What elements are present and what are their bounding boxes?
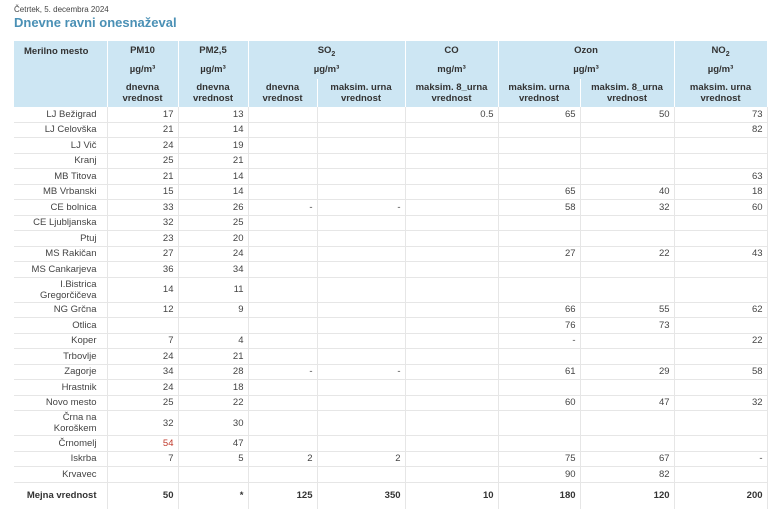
cell-pm25: 14 <box>178 122 248 138</box>
table-body <box>14 107 767 509</box>
cell-co <box>405 333 498 349</box>
cell-o38: 67 <box>580 451 674 467</box>
cell-co <box>405 200 498 216</box>
cell-so2h <box>317 184 405 200</box>
cell-o3h <box>498 138 580 154</box>
table-row <box>14 200 767 216</box>
cell-o3h <box>498 380 580 396</box>
cell-co <box>405 153 498 169</box>
cell-no2: 43 <box>674 246 767 262</box>
cell-pm25: 9 <box>178 302 248 318</box>
table-row <box>14 333 767 349</box>
cell-o38: 29 <box>580 364 674 380</box>
station-name: Koper <box>14 333 107 349</box>
cell-no2: 60 <box>674 200 767 216</box>
cell-no2 <box>674 138 767 154</box>
station-name: Hrastnik <box>14 380 107 396</box>
cell-so2h <box>317 138 405 154</box>
cell-pm25: 18 <box>178 380 248 396</box>
cell-co <box>405 318 498 334</box>
limit-so2d: 125 <box>248 482 317 509</box>
cell-no2 <box>674 153 767 169</box>
cell-so2h <box>317 333 405 349</box>
cell-pm10: 17 <box>107 107 178 122</box>
cell-no2: - <box>674 451 767 467</box>
cell-pm25: 20 <box>178 231 248 247</box>
cell-co <box>405 246 498 262</box>
cell-so2h <box>317 380 405 396</box>
cell-co <box>405 380 498 396</box>
cell-o3h <box>498 153 580 169</box>
limit-pm25: * <box>178 482 248 509</box>
cell-pm25: 30 <box>178 411 248 436</box>
station-name: MS Cankarjeva <box>14 262 107 278</box>
sub-so2-hourly: maksim. urna vrednost <box>317 79 405 107</box>
cell-so2d <box>248 231 317 247</box>
cell-pm10: 24 <box>107 349 178 365</box>
cell-no2: 63 <box>674 169 767 185</box>
cell-so2d <box>248 153 317 169</box>
table-row <box>14 122 767 138</box>
header-co: CO <box>405 41 498 60</box>
cell-o38 <box>580 333 674 349</box>
cell-pm25: 22 <box>178 395 248 411</box>
header-pm25: PM2,5 <box>178 41 248 60</box>
cell-co: 0.5 <box>405 107 498 122</box>
cell-co <box>405 467 498 483</box>
cell-pm10: 7 <box>107 333 178 349</box>
cell-so2h <box>317 467 405 483</box>
cell-co <box>405 349 498 365</box>
cell-pm10: 24 <box>107 138 178 154</box>
unit-pm10: µg/m³ <box>107 60 178 79</box>
cell-o3h: 61 <box>498 364 580 380</box>
cell-o38 <box>580 262 674 278</box>
table-row <box>14 380 767 396</box>
header-no2: $NO_2$ <box>674 41 767 60</box>
table-row <box>14 318 767 334</box>
cell-pm10: 14 <box>107 277 178 302</box>
cell-pm10: 21 <box>107 169 178 185</box>
cell-o3h: 76 <box>498 318 580 334</box>
cell-so2h <box>317 262 405 278</box>
sub-co-8h: maksim. 8_urna vrednost <box>405 79 498 107</box>
station-name: Kranj <box>14 153 107 169</box>
table-row <box>14 451 767 467</box>
table-row <box>14 277 767 302</box>
table-row <box>14 262 767 278</box>
cell-no2: 32 <box>674 395 767 411</box>
cell-so2h <box>317 169 405 185</box>
cell-so2h: - <box>317 364 405 380</box>
unit-no2: µg/m³ <box>674 60 767 79</box>
table-row <box>14 184 767 200</box>
table-row <box>14 395 767 411</box>
table-row <box>14 215 767 231</box>
cell-o38: 40 <box>580 184 674 200</box>
cell-so2h <box>317 411 405 436</box>
cell-pm10 <box>107 467 178 483</box>
cell-co <box>405 364 498 380</box>
cell-pm25 <box>178 318 248 334</box>
cell-o38 <box>580 231 674 247</box>
station-name: Krvavec <box>14 467 107 483</box>
cell-co <box>405 451 498 467</box>
cell-no2 <box>674 318 767 334</box>
sub-no2-hourly: maksim. urna vrednost <box>674 79 767 107</box>
sub-so2-daily: dnevna vrednost <box>248 79 317 107</box>
cell-co <box>405 169 498 185</box>
cell-o38: 22 <box>580 246 674 262</box>
cell-pm25: 25 <box>178 215 248 231</box>
cell-co <box>405 122 498 138</box>
cell-so2d <box>248 246 317 262</box>
station-name: CE Ljubljanska <box>14 215 107 231</box>
cell-co <box>405 436 498 452</box>
limit-o3h: 180 <box>498 482 580 509</box>
cell-co <box>405 184 498 200</box>
table-row <box>14 302 767 318</box>
date-label: Četrtek, 5. decembra 2024 <box>14 5 109 14</box>
cell-co <box>405 215 498 231</box>
cell-o3h <box>498 215 580 231</box>
station-name: NG Grčna <box>14 302 107 318</box>
cell-pm10: 32 <box>107 215 178 231</box>
cell-no2: 58 <box>674 364 767 380</box>
cell-o38: 47 <box>580 395 674 411</box>
station-name: MS Rakičan <box>14 246 107 262</box>
cell-no2: 73 <box>674 107 767 122</box>
unit-pm25: µg/m³ <box>178 60 248 79</box>
cell-pm10: 33 <box>107 200 178 216</box>
station-name: MB Vrbanski <box>14 184 107 200</box>
cell-so2d: 2 <box>248 451 317 467</box>
cell-so2h: 2 <box>317 451 405 467</box>
page-title: Dnevne ravni onesnaževal <box>14 15 177 30</box>
station-name: Otlica <box>14 318 107 334</box>
cell-pm25: 47 <box>178 436 248 452</box>
table-row <box>14 231 767 247</box>
cell-so2d <box>248 436 317 452</box>
cell-co <box>405 138 498 154</box>
cell-so2d <box>248 169 317 185</box>
cell-o3h: 65 <box>498 184 580 200</box>
station-name: Trbovlje <box>14 349 107 365</box>
table-row <box>14 349 767 365</box>
station-name: Iskrba <box>14 451 107 467</box>
limit-o38: 120 <box>580 482 674 509</box>
cell-so2d <box>248 302 317 318</box>
cell-pm25: 5 <box>178 451 248 467</box>
station-name: MB Titova <box>14 169 107 185</box>
unit-so2: µg/m³ <box>248 60 405 79</box>
cell-pm25: 19 <box>178 138 248 154</box>
cell-o38 <box>580 380 674 396</box>
cell-so2d <box>248 277 317 302</box>
station-name: LJ Bežigrad <box>14 107 107 122</box>
cell-o3h <box>498 411 580 436</box>
cell-pm25: 21 <box>178 153 248 169</box>
cell-so2d <box>248 333 317 349</box>
table-row <box>14 107 767 122</box>
header-so2: $SO_2$ <box>248 41 405 60</box>
cell-pm10: 54 <box>107 436 178 452</box>
cell-pm10: 12 <box>107 302 178 318</box>
unit-co: mg/m³ <box>405 60 498 79</box>
cell-no2 <box>674 467 767 483</box>
cell-o3h: 75 <box>498 451 580 467</box>
cell-no2 <box>674 411 767 436</box>
cell-so2h <box>317 153 405 169</box>
station-name: LJ Vič <box>14 138 107 154</box>
cell-o38 <box>580 122 674 138</box>
cell-so2d: - <box>248 364 317 380</box>
cell-no2 <box>674 436 767 452</box>
cell-no2 <box>674 349 767 365</box>
limit-co: 10 <box>405 482 498 509</box>
station-name: I.Bistrica Gregorčičeva <box>14 277 107 302</box>
cell-pm25: 21 <box>178 349 248 365</box>
cell-so2d: - <box>248 200 317 216</box>
cell-co <box>405 262 498 278</box>
limit-so2h: 350 <box>317 482 405 509</box>
cell-o38 <box>580 277 674 302</box>
cell-o3h: 60 <box>498 395 580 411</box>
cell-pm10 <box>107 318 178 334</box>
cell-so2h <box>317 277 405 302</box>
cell-co <box>405 277 498 302</box>
cell-pm25: 4 <box>178 333 248 349</box>
limit-no2: 200 <box>674 482 767 509</box>
cell-o3h <box>498 169 580 185</box>
cell-pm10: 15 <box>107 184 178 200</box>
sub-ozon-hourly: maksim. urna vrednost <box>498 79 580 107</box>
cell-pm10: 34 <box>107 364 178 380</box>
cell-pm25: 28 <box>178 364 248 380</box>
cell-so2d <box>248 380 317 396</box>
cell-pm10: 32 <box>107 411 178 436</box>
cell-pm10: 25 <box>107 153 178 169</box>
table-row <box>14 364 767 380</box>
cell-so2d <box>248 467 317 483</box>
cell-o3h <box>498 436 580 452</box>
cell-o3h <box>498 262 580 278</box>
station-name: Črnomelj <box>14 436 107 452</box>
cell-so2h: - <box>317 200 405 216</box>
cell-pm25: 14 <box>178 169 248 185</box>
cell-co <box>405 231 498 247</box>
cell-o3h <box>498 122 580 138</box>
cell-pm25: 11 <box>178 277 248 302</box>
cell-o38 <box>580 153 674 169</box>
station-name: LJ Celovška <box>14 122 107 138</box>
station-name: CE bolnica <box>14 200 107 216</box>
unit-ozon: µg/m³ <box>498 60 674 79</box>
cell-o3h: 65 <box>498 107 580 122</box>
cell-o38 <box>580 138 674 154</box>
cell-so2h <box>317 246 405 262</box>
cell-pm10: 21 <box>107 122 178 138</box>
cell-so2h <box>317 302 405 318</box>
table-row <box>14 411 767 436</box>
cell-o3h: 27 <box>498 246 580 262</box>
cell-so2h <box>317 395 405 411</box>
cell-o3h <box>498 277 580 302</box>
cell-so2h <box>317 436 405 452</box>
table-row <box>14 169 767 185</box>
cell-pm25: 24 <box>178 246 248 262</box>
cell-pm25 <box>178 467 248 483</box>
station-name: Črna na Koroškem <box>14 411 107 436</box>
cell-pm10: 27 <box>107 246 178 262</box>
cell-o38: 32 <box>580 200 674 216</box>
cell-pm25: 13 <box>178 107 248 122</box>
cell-o38: 55 <box>580 302 674 318</box>
cell-no2 <box>674 277 767 302</box>
cell-o3h: 58 <box>498 200 580 216</box>
cell-so2h <box>317 349 405 365</box>
cell-pm25: 14 <box>178 184 248 200</box>
cell-no2: 18 <box>674 184 767 200</box>
cell-so2d <box>248 395 317 411</box>
cell-so2d <box>248 184 317 200</box>
cell-co <box>405 302 498 318</box>
cell-no2 <box>674 231 767 247</box>
cell-o38: 73 <box>580 318 674 334</box>
cell-no2 <box>674 262 767 278</box>
cell-co <box>405 395 498 411</box>
cell-pm10: 23 <box>107 231 178 247</box>
table-row <box>14 436 767 452</box>
table-row <box>14 246 767 262</box>
cell-so2h <box>317 231 405 247</box>
table-row <box>14 467 767 483</box>
cell-so2d <box>248 262 317 278</box>
header-ozon: Ozon <box>498 41 674 60</box>
table-row <box>14 153 767 169</box>
cell-pm10: 25 <box>107 395 178 411</box>
table-row <box>14 138 767 154</box>
limits-label: Mejna vrednost <box>14 482 107 509</box>
cell-no2 <box>674 380 767 396</box>
limits-row <box>14 482 767 509</box>
cell-pm10: 7 <box>107 451 178 467</box>
cell-so2d <box>248 138 317 154</box>
cell-o38 <box>580 215 674 231</box>
header-station: Merilno mesto <box>14 41 107 107</box>
cell-no2: 22 <box>674 333 767 349</box>
cell-o38 <box>580 349 674 365</box>
cell-o38 <box>580 436 674 452</box>
cell-no2: 62 <box>674 302 767 318</box>
sub-pm10: dnevna vrednost <box>107 79 178 107</box>
cell-o3h: 90 <box>498 467 580 483</box>
cell-o3h <box>498 231 580 247</box>
cell-so2d <box>248 318 317 334</box>
cell-o38: 82 <box>580 467 674 483</box>
cell-o3h: 66 <box>498 302 580 318</box>
cell-o38: 50 <box>580 107 674 122</box>
cell-pm25: 26 <box>178 200 248 216</box>
cell-so2d <box>248 107 317 122</box>
station-name: Zagorje <box>14 364 107 380</box>
cell-so2h <box>317 107 405 122</box>
cell-co <box>405 411 498 436</box>
table-header <box>14 41 767 107</box>
cell-pm10: 24 <box>107 380 178 396</box>
cell-so2d <box>248 411 317 436</box>
cell-pm25: 34 <box>178 262 248 278</box>
cell-so2d <box>248 215 317 231</box>
station-name: Ptuj <box>14 231 107 247</box>
sub-pm25: dnevna vrednost <box>178 79 248 107</box>
cell-so2d <box>248 349 317 365</box>
cell-so2h <box>317 318 405 334</box>
header-pm10: PM10 <box>107 41 178 60</box>
cell-o3h <box>498 349 580 365</box>
cell-o38 <box>580 411 674 436</box>
station-name: Novo mesto <box>14 395 107 411</box>
cell-o38 <box>580 169 674 185</box>
cell-o3h: - <box>498 333 580 349</box>
limit-pm10: 50 <box>107 482 178 509</box>
cell-pm10: 36 <box>107 262 178 278</box>
cell-no2: 82 <box>674 122 767 138</box>
cell-no2 <box>674 215 767 231</box>
cell-so2h <box>317 215 405 231</box>
cell-so2h <box>317 122 405 138</box>
pollution-table <box>14 41 768 509</box>
sub-ozon-8h: maksim. 8_urna vrednost <box>580 79 674 107</box>
cell-so2d <box>248 122 317 138</box>
